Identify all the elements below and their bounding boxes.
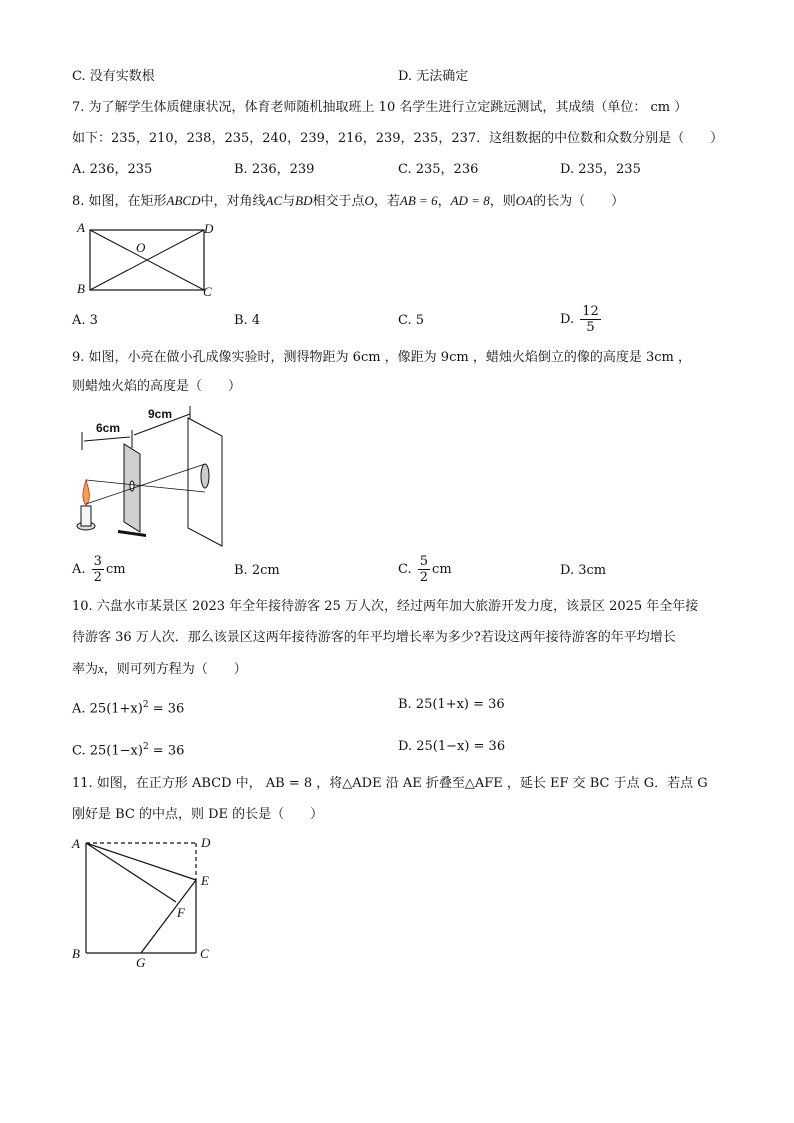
pinhole-stand [118, 530, 146, 537]
q8-text: 与 [282, 194, 296, 209]
q9-option-c [398, 552, 452, 588]
unit: cm [105, 562, 126, 577]
q9-option-a-fraction [92, 554, 104, 585]
q10-option-a [72, 696, 184, 718]
q7-option-a: A. 236，235 [72, 162, 153, 177]
label-d: D [204, 221, 214, 236]
label-b: B [77, 281, 85, 296]
q8-math: AB = 6 [399, 193, 438, 208]
segment-af [86, 843, 176, 902]
q8-text: ，则 [489, 194, 516, 209]
option-prefix: A. [72, 562, 86, 577]
label-a: A [72, 836, 80, 851]
fraction-denominator: 5 [586, 320, 595, 335]
candle-body [81, 506, 91, 526]
q8-option-b: B. 4 [234, 313, 261, 328]
pinhole [130, 481, 134, 491]
q8-stem [72, 192, 624, 211]
segment-ae [86, 843, 196, 880]
option-prefix: C. [398, 562, 412, 577]
label-d: D [201, 835, 211, 850]
q9-pinhole-figure [72, 404, 232, 549]
q9-stem-line2: 则蜡烛火焰的高度是（ ） [72, 379, 242, 394]
q8-text: 8. 如图，在矩形 [72, 194, 167, 209]
q9-stem-line1: 9. 如图，小亮在做小孔成像实验时，测得物距为 6cm ，像距为 9cm ，蜡烛火焰倒立的像的高度是 3cm ， [72, 350, 691, 365]
q8-rectangle-figure [74, 220, 234, 300]
q11-square-figure [70, 832, 230, 972]
q9-option-a [72, 552, 126, 588]
q7-stem-line2: 如下：235，210，238，235，240，239，216，239，235，237．这组数据的中位数和众数分别是（ ） [72, 131, 724, 146]
ray-2 [86, 464, 205, 504]
label-b: B [72, 946, 80, 961]
q8-text: 的长为（ ） [533, 194, 625, 209]
label-e: E [201, 873, 209, 888]
candle-flame [83, 480, 90, 506]
q11-stem-line1: 11. 如图，在正方形 ABCD 中， AB = 8 ，将△ADE 沿 AE 折叠至△AFE ，延长 EF 交 BC 于点 G．若点 G [72, 776, 708, 791]
ray-1 [86, 480, 205, 492]
label-g: G [136, 955, 146, 970]
q10-option-b: B. 25(1+x) = 36 [398, 697, 505, 712]
q7-option-d: D. 235，235 [560, 162, 641, 177]
unit: cm [432, 562, 452, 577]
label-o: O [136, 240, 146, 255]
q10-stem-line3 [72, 660, 247, 679]
label-f: F [177, 905, 185, 920]
q6-option-d: D. 无法确定 [398, 69, 469, 84]
q8-math: AD = 8 [450, 193, 490, 208]
q8-option-d-fraction [580, 304, 601, 335]
q9-option-b: B. 2cm [234, 563, 280, 578]
q10-text: ，则可列方程为（ ） [103, 662, 247, 677]
q10-stem-line1: 10. 六盘水市某景区 2023 年全年接待游客 25 万人次，经过两年加大旅游开发力度，该景区 2025 年全年接 [72, 599, 699, 614]
dim-label-6cm: 6cm [96, 421, 121, 435]
q8-option-d-prefix: D. [560, 312, 575, 327]
q8-option-a: A. 3 [72, 313, 98, 328]
q10-text: 率为 [72, 662, 99, 677]
q8-math: AC [265, 193, 283, 208]
fraction-numerator: 12 [582, 304, 599, 319]
segment-eg [141, 880, 196, 953]
q7-stem-line1: 7. 为了解学生体质健康状况，体育老师随机抽取班上 10 名学生进行立定跳远测试，其成绩（单位： cm ） [72, 100, 688, 115]
label-c: C [200, 946, 209, 961]
exponent: 2 [142, 700, 149, 710]
q8-text: ，若 [373, 194, 400, 209]
q8-option-d [560, 302, 603, 338]
q7-option-b: B. 236，239 [234, 162, 315, 177]
exponent: 2 [142, 742, 149, 752]
fraction-denominator: 2 [93, 570, 102, 585]
q8-option-c: C. 5 [398, 313, 425, 328]
q7-option-c: C. 235，236 [398, 162, 479, 177]
q9-option-c-fraction [418, 554, 430, 585]
option-text: = 36 [148, 743, 185, 759]
label-c: C [203, 284, 212, 299]
fraction-numerator: 3 [93, 554, 102, 569]
q8-math: OA [515, 193, 534, 208]
q9-option-d: D. 3cm [560, 563, 607, 578]
q8-math: ABCD [166, 193, 201, 208]
projected-image [201, 464, 209, 488]
q10-stem-line2: 待游客 36 万人次．那么该景区这两年接待游客的年平均增长率为多少?若设这两年接待游客的年平均增长 [72, 630, 676, 645]
fraction-denominator: 2 [419, 570, 429, 585]
dim-line-6 [84, 437, 130, 441]
option-text: C. 25(1−x) [72, 743, 143, 759]
option-text: = 36 [148, 701, 185, 717]
q10-option-d: D. 25(1−x) = 36 [398, 739, 506, 754]
q8-math: BD [295, 193, 313, 208]
q8-math: O [364, 193, 374, 208]
dim-label-9cm: 9cm [148, 407, 173, 421]
label-a: A [77, 220, 85, 235]
q10-option-c [72, 738, 184, 760]
q8-text: 相交于点 [312, 194, 365, 209]
fraction-numerator: 5 [419, 554, 429, 569]
option-text: A. 25(1+x) [72, 701, 143, 717]
q6-option-c: C. 没有实数根 [72, 69, 155, 84]
q8-text: 中，对角线 [200, 194, 266, 209]
q10-variable-x: x [98, 661, 104, 676]
q8-text: ， [437, 194, 451, 209]
q11-stem-line2: 刚好是 BC 的中点，则 DE 的长是（ ） [72, 807, 324, 822]
